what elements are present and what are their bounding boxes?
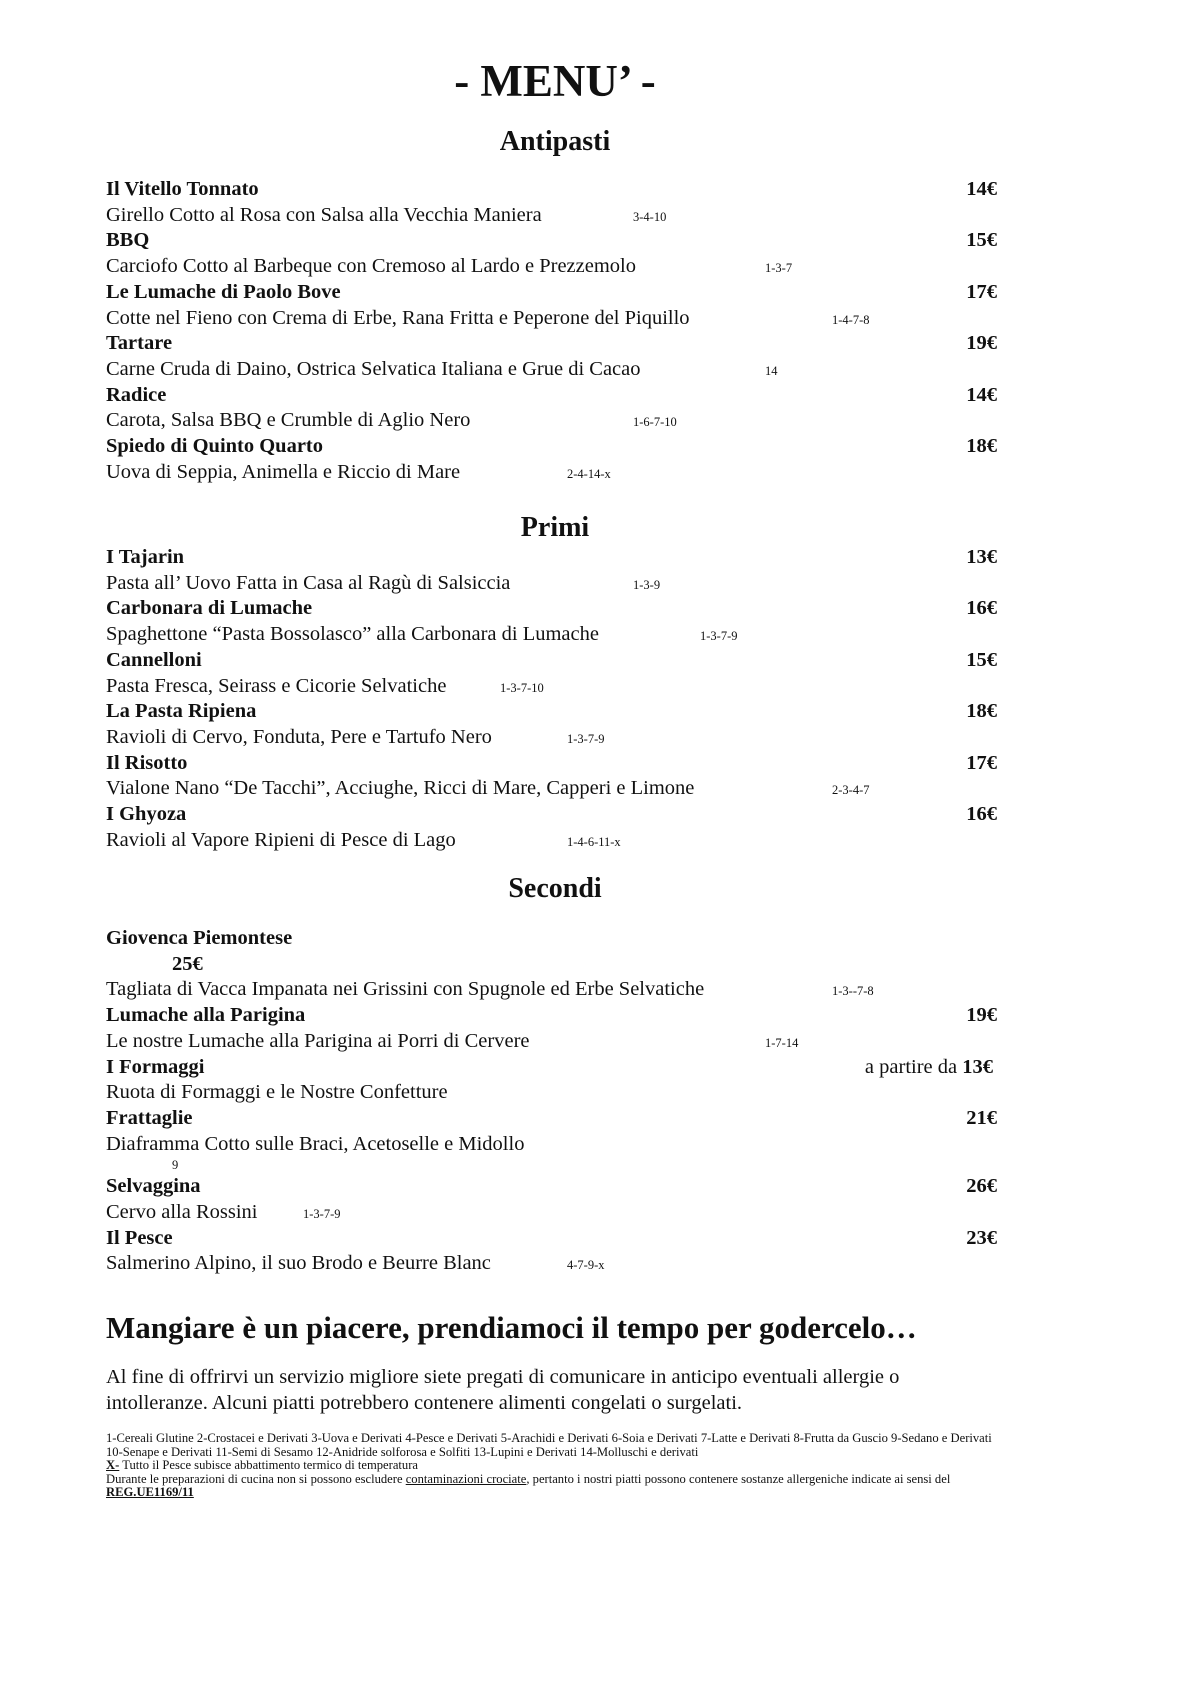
dish-name: Frattaglie [106,1106,193,1129]
dish-name: Lumache alla Parigina [106,1004,306,1027]
allergen-codes: 1-3-7 [765,261,793,276]
dish-price: 15€ [966,648,997,671]
allergen-list: 1-Cereali Glutine 2-Crostacei e Derivati 3-Uova e Derivati 4-Pesce e Derivati 5-Arachidi e Derivati 6-Soia e Derivati 7-Latte e Derivati 8-Frutta da Guscio 9-Sedano e Derivati 10-Senape e Derivati 11-Semi di Sesamo 12-Anidride solforosa e Solfiti 13-Lupini e Derivati 14-Molluschi e derivati [106,1431,992,1459]
section-heading-secondi: Secondi [508,873,602,904]
dish-description: Cervo alla Rossini [106,1201,258,1223]
cc-highlight: contaminazioni crociate [405,1471,527,1486]
section-heading-antipasti: Antipasti [499,126,611,157]
dish-price: 25€ [172,952,203,975]
dish-name: BBQ [106,229,150,252]
dish-price [865,1054,993,1080]
allergen-codes: 2-4-14-x [567,466,611,481]
fish-note [106,1459,996,1473]
dish-description: Diaframma Cotto sulle Braci, Acetoselle e Midollo [106,1132,525,1155]
dish-description: Spaghettone “Pasta Bossolasco” alla Carbonara di Lumache [106,623,599,646]
dish-name: Cannelloni [106,648,202,671]
allergen-codes: 2-3-4-7 [832,783,870,798]
dish-price: 15€ [966,229,997,252]
dish-name: I Ghyoza [106,803,187,825]
dish-name: I Formaggi [106,1055,205,1078]
allergen-codes: 3-4-10 [633,209,667,224]
dish-name: Spiedo di Quinto Quarto [106,435,324,457]
dish-description: Carota, Salsa BBQ e Crumble di Aglio Nero [106,409,471,432]
dish-description: Carciofo Cotto al Barbeque con Cremoso al Lardo e Prezzemolo [106,255,636,278]
cc-text: Durante le preparazioni di cucina non si possono escludere [106,1471,406,1486]
dish-price: 21€ [966,1106,997,1129]
allergen-codes: 1-7-14 [765,1035,799,1050]
dish-description: Pasta Fresca, Seirass e Cicorie Selvatiche [106,674,447,697]
dish-price: 14€ [966,178,997,200]
dish-name: Carbonara di Lumache [106,597,313,620]
dish-description: Girello Cotto al Rosa con Salsa alla Vecchia Maniera [106,203,542,226]
dish-name: Il Vitello Tonnato [106,178,259,200]
menu-title: - MENU’ - [454,56,656,106]
allergen-codes: 1-3-9 [633,577,661,592]
dish-description: Tagliata di Vacca Impanata nei Grissini con Spugnole ed Erbe Selvatiche [106,978,705,1001]
dish-price: 13€ [966,546,997,568]
dish-price: 18€ [966,435,997,457]
cc-text-2: , pertanto i nostri piatti possono contenere sostanze allergeniche indicate ai sensi del [526,1471,951,1486]
dish-price: 16€ [966,597,997,620]
section-heading-primi: Primi [520,512,590,543]
dish-description: Carne Cruda di Daino, Ostrica Selvatica Italiana e Grue di Cacao [106,357,641,380]
allergen-codes: 14 [765,363,778,378]
fish-note-label: X- [106,1458,120,1472]
allergen-codes: 1-3-7-9 [700,629,738,644]
cross-contamination-note [106,1473,996,1500]
allergen-codes: 1-6-7-10 [633,415,677,430]
dish-price: 14€ [966,383,997,406]
dish-description: Salmerino Alpino, il suo Brodo e Beurre Blanc [106,1252,491,1275]
dish-description: Vialone Nano “De Tacchi”, Acciughe, Ricci di Mare, Capperi e Limone [106,777,695,800]
dish-price: 23€ [966,1226,997,1249]
tagline: Mangiare è un piacere, prendiamoci il tempo per godercelo… [106,1310,917,1345]
allergen-legend [106,1432,996,1500]
dish-price: 17€ [966,751,997,774]
dish-price: 16€ [966,803,997,825]
price-value: 13€ [962,1055,993,1078]
dish-description: Ravioli al Vapore Ripieni di Pesce di Lago [106,828,456,851]
dish-name: Radice [106,383,167,406]
allergen-codes: 1-4-6-11-x [567,834,621,849]
dish-price: 18€ [966,700,997,723]
dish-name: Selvaggina [106,1175,201,1198]
fish-note-text: Tutto il Pesce subisce abbattimento termico di temperatura [119,1458,418,1472]
dish-description: Ravioli di Cervo, Fonduta, Pere e Tartufo Nero [106,725,492,748]
price-prefix: a partire da [864,1055,958,1078]
dish-description: Cotte nel Fieno con Crema di Erbe, Rana Fritta e Peperone del Piquillo [106,306,690,329]
allergen-codes: 9 [172,1157,179,1172]
dish-name: La Pasta Ripiena [106,700,257,723]
allergen-codes: 1-3-7-9 [303,1207,341,1221]
allergen-codes: 1-4-7-8 [832,312,870,327]
dish-price: 19€ [966,1004,997,1027]
allergy-notice: Al fine di offrirvi un servizio migliore siete pregati di comunicare in anticipo eventuali allergie o intolleranze. Alcuni piatti potrebbero contenere alimenti congelati o surgelati. [106,1366,900,1414]
dish-description: Uova di Seppia, Animella e Riccio di Mare [106,460,461,483]
dish-price: 19€ [966,332,997,355]
allergen-codes: 4-7-9-x [567,1258,605,1273]
allergen-codes: 1-3-7-10 [500,680,544,695]
dish-price: 26€ [966,1175,997,1198]
dish-name: Giovenca Piemontese [106,927,293,949]
dish-price: 17€ [966,280,997,303]
regulation-ref: REG.UE1169/11 [106,1485,194,1499]
allergen-codes: 1-3--7-8 [832,984,874,999]
dish-name: Il Risotto [106,751,188,774]
dish-name: I Tajarin [106,546,185,568]
dish-name: Tartare [106,332,173,355]
dish-description: Le nostre Lumache alla Parigina ai Porri di Cervere [106,1029,530,1052]
dish-name: Il Pesce [106,1226,173,1249]
dish-description: Ruota di Formaggi e le Nostre Confetture [106,1081,448,1104]
allergen-codes: 1-3-7-9 [567,731,605,746]
dish-name: Le Lumache di Paolo Bove [106,280,341,303]
dish-description: Pasta all’ Uovo Fatta in Casa al Ragù di Salsiccia [106,571,511,594]
